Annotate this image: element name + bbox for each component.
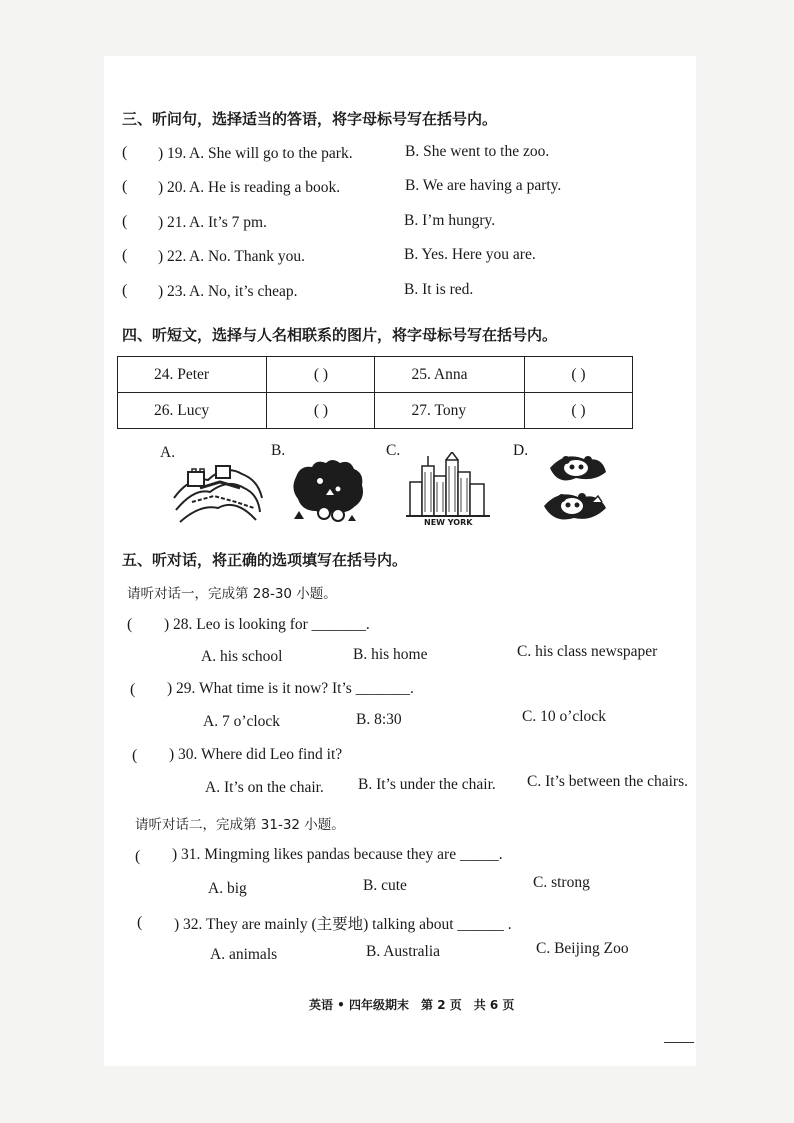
answer-blank[interactable]: ( ): [524, 357, 632, 393]
answer-blank[interactable]: ( ): [267, 393, 375, 429]
option-a: A. big: [208, 880, 247, 897]
question-number: ) 19.: [158, 145, 187, 162]
option-a: A. She will go to the park.: [189, 145, 353, 162]
option-a: A. No. Thank you.: [189, 248, 305, 265]
option-b: B. We are having a party.: [405, 177, 562, 194]
section5-heading: 五、听对话，将正确的选项填写在括号内。: [122, 551, 408, 569]
question-stem: ) 30. Where did Leo find it?: [169, 746, 343, 763]
option-c: C. strong: [533, 874, 590, 891]
option-b: B. I’m hungry.: [404, 212, 496, 229]
great-wall-icon: [170, 458, 266, 528]
option-a: A. It’s 7 pm.: [189, 214, 267, 231]
option-c: C. It’s between the chairs.: [527, 773, 688, 790]
option-b: B. his home: [353, 646, 428, 663]
question-stem: ) 31. Mingming likes pandas because they are _____.: [172, 846, 503, 863]
picture-label: D.: [513, 442, 529, 459]
option-c: C. 10 o’clock: [522, 708, 606, 725]
question-number: ) 22.: [158, 248, 187, 265]
option-a: A. No, it’s cheap.: [189, 283, 298, 300]
question-stem: ) 32. They are mainly (主要地) talking about ______ .: [174, 916, 512, 933]
option-c: C. Beijing Zoo: [536, 940, 629, 957]
question-number: ) 20.: [158, 179, 187, 196]
table-row: [118, 393, 633, 429]
answer-paren[interactable]: (: [122, 247, 128, 264]
answer-paren[interactable]: (: [137, 914, 143, 931]
new-york-caption: NEW YORK: [424, 518, 473, 527]
option-b: B. It’s under the chair.: [358, 776, 496, 793]
footer-divider: [664, 1042, 694, 1043]
australia-map-icon: [286, 455, 370, 527]
picture-label: B.: [271, 442, 286, 459]
dialog2-instruction: 请听对话二，完成第 31-32 小题。: [135, 817, 345, 833]
option-b: B. 8:30: [356, 711, 402, 728]
pandas-icon: [536, 446, 616, 530]
question-number: ) 21.: [158, 214, 187, 231]
option-b: B. She went to the zoo.: [405, 143, 550, 160]
picture-label: C.: [386, 442, 401, 459]
answer-paren[interactable]: (: [135, 848, 141, 865]
option-a: A. He is reading a book.: [189, 179, 341, 196]
new-york-skyline-icon: [404, 452, 492, 528]
name-cell: 27. Tony: [375, 393, 524, 429]
answer-paren[interactable]: (: [122, 282, 128, 299]
question-number: ) 23.: [158, 283, 187, 300]
question-stem: ) 28. Leo is looking for _______.: [164, 616, 370, 633]
option-a: A. animals: [210, 946, 278, 963]
option-a: A. It’s on the chair.: [205, 779, 324, 796]
page-footer: 英语 • 四年级期末 第 2 页 共 6 页: [309, 998, 515, 1012]
matching-table: [117, 356, 633, 429]
answer-paren[interactable]: (: [122, 213, 128, 230]
dialog1-instruction: 请听对话一，完成第 28-30 小题。: [127, 586, 337, 602]
answer-paren[interactable]: (: [122, 178, 128, 195]
name-cell: 26. Lucy: [118, 393, 267, 429]
answer-paren[interactable]: (: [127, 616, 133, 633]
picture-label: A.: [160, 444, 176, 461]
answer-blank[interactable]: ( ): [524, 393, 632, 429]
option-a: A. his school: [201, 648, 283, 665]
name-cell: 25. Anna: [375, 357, 524, 393]
answer-blank[interactable]: ( ): [267, 357, 375, 393]
option-c: C. his class newspaper: [517, 643, 658, 660]
option-b: B. It is red.: [404, 281, 474, 298]
answer-paren[interactable]: (: [132, 747, 138, 764]
option-b: B. Yes. Here you are.: [404, 246, 536, 263]
option-b: B. Australia: [366, 943, 441, 960]
answer-paren[interactable]: (: [122, 144, 128, 161]
section3-heading: 三、听问句，选择适当的答语，将字母标号写在括号内。: [122, 110, 498, 128]
option-b: B. cute: [363, 877, 407, 894]
answer-paren[interactable]: (: [130, 681, 136, 698]
section4-heading: 四、听短文，选择与人名相联系的图片，将字母标号写在括号内。: [122, 326, 558, 344]
question-stem: ) 29. What time is it now? It’s _______.: [167, 680, 414, 697]
name-cell: 24. Peter: [118, 357, 267, 393]
table-row: [118, 357, 633, 393]
option-a: A. 7 o’clock: [203, 713, 281, 730]
